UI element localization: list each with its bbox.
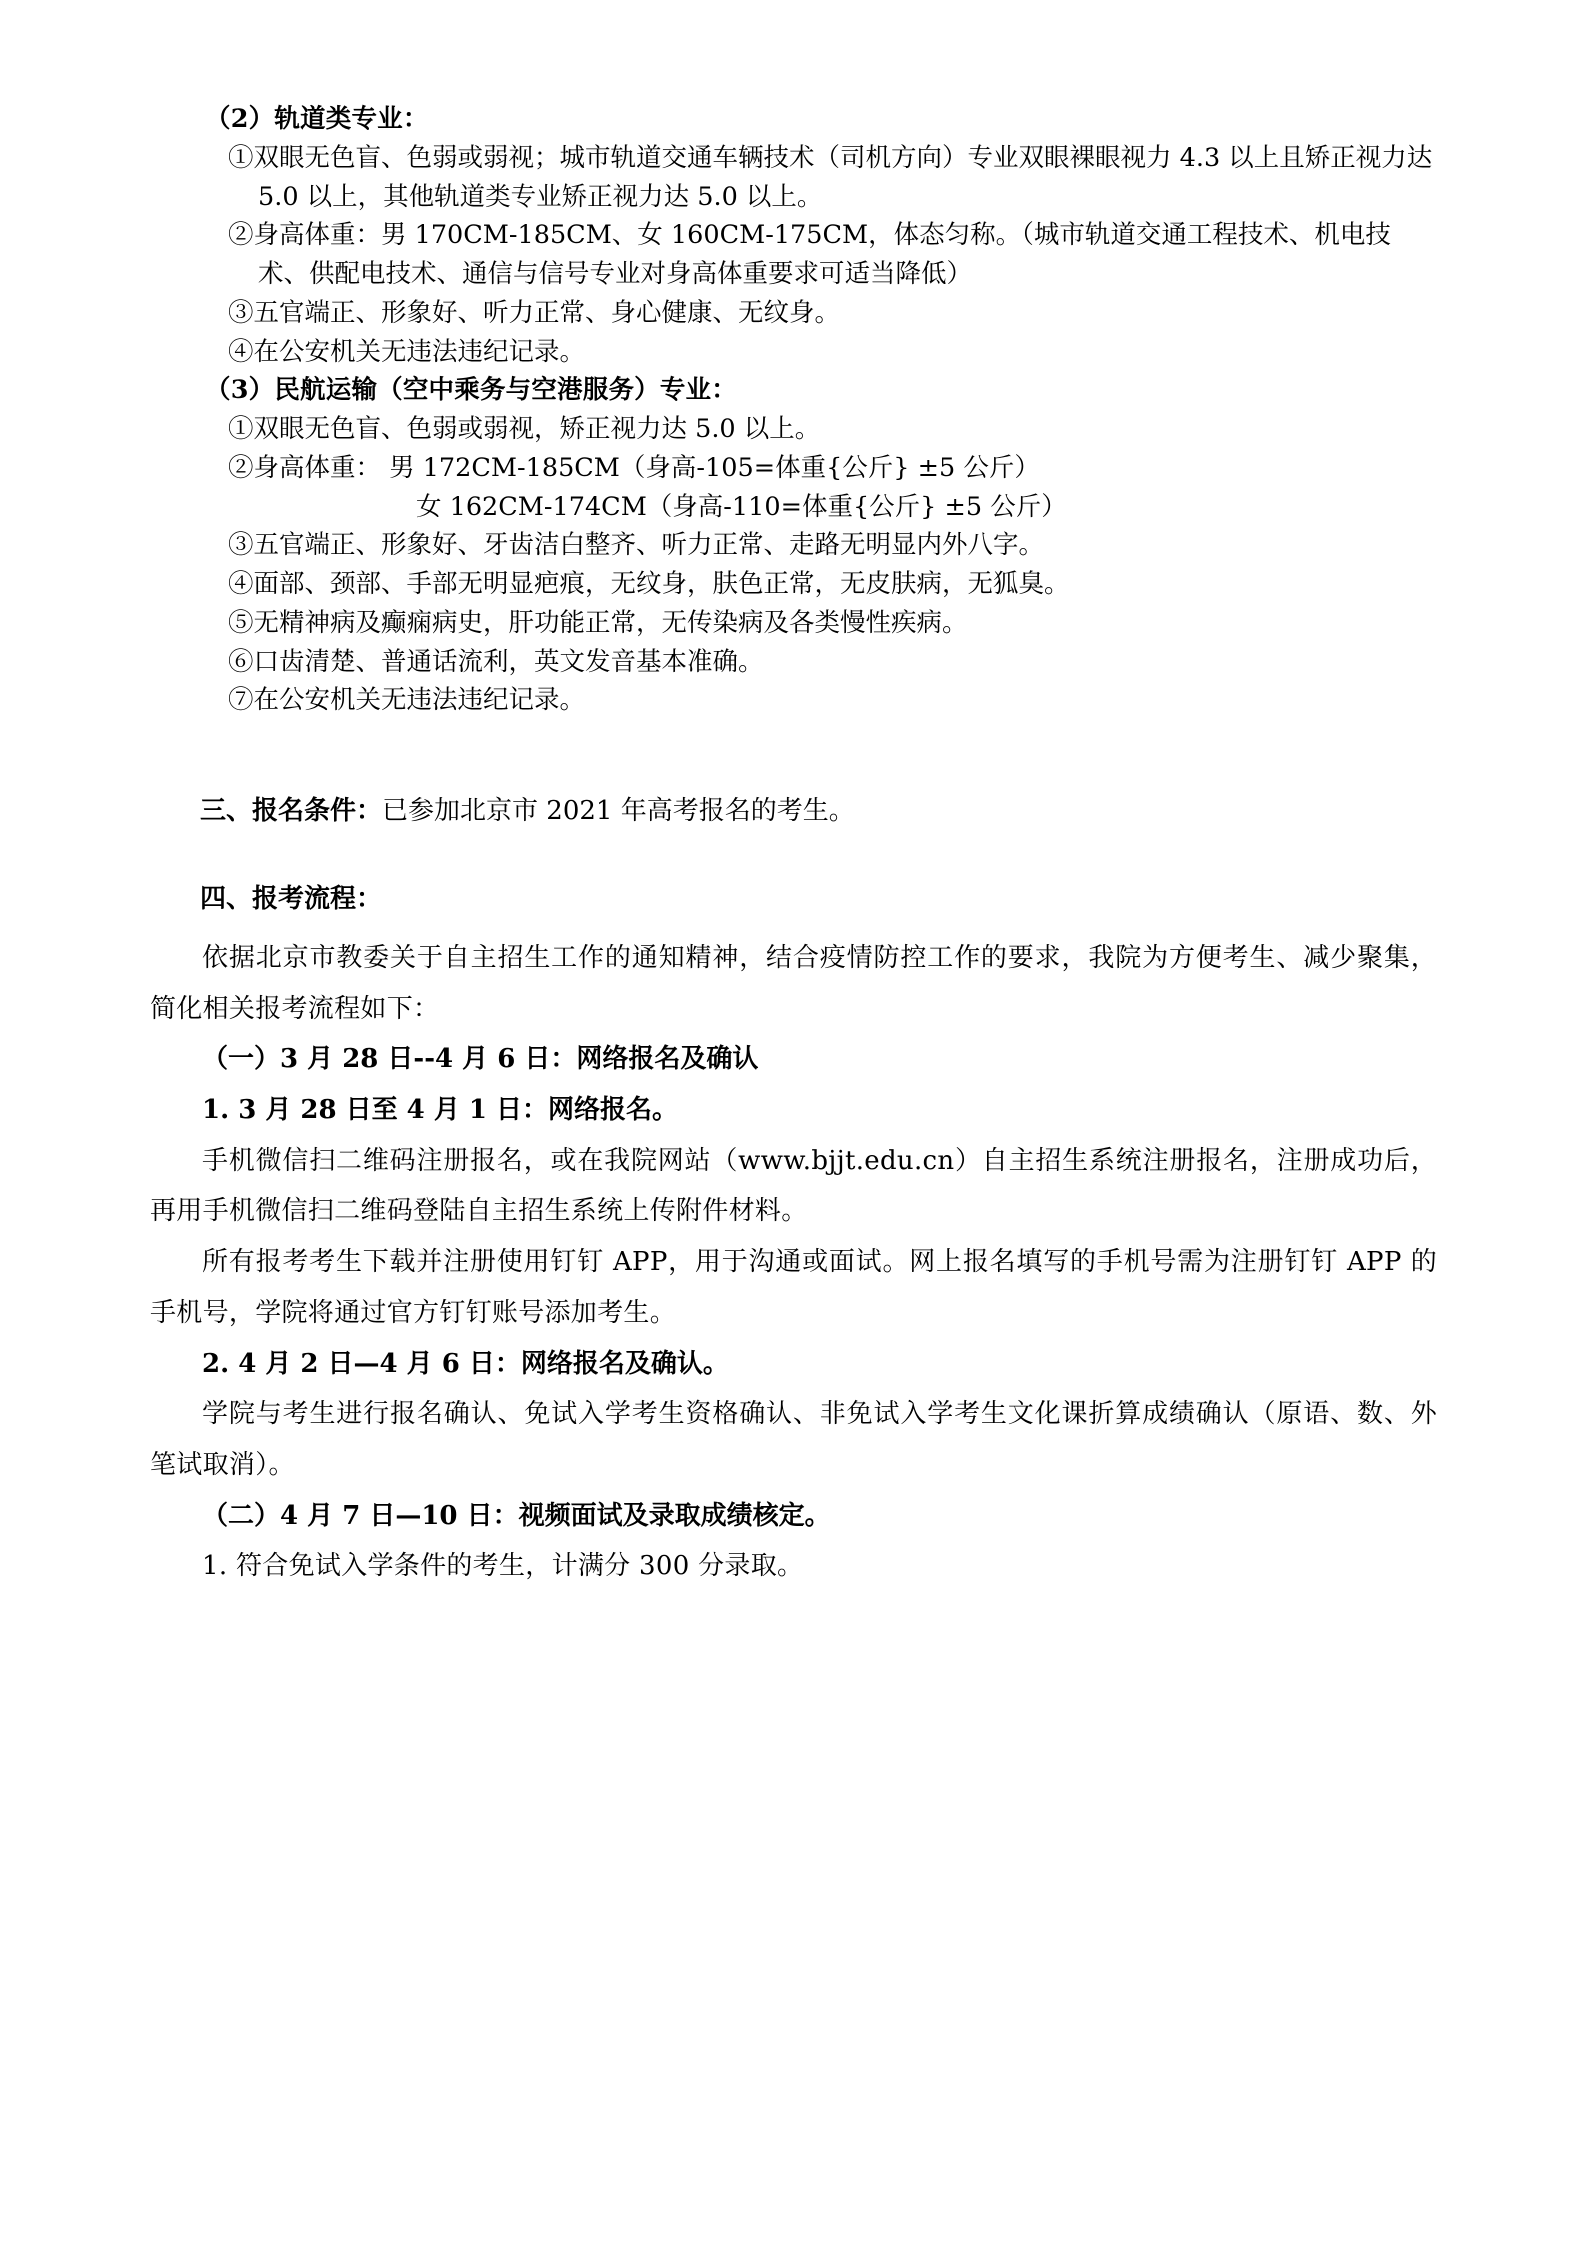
rail-item-2 bbox=[228, 216, 1437, 294]
aviation-item-6 bbox=[228, 643, 1437, 682]
step-one-body-2: 所有报考考生下载并注册使用钉钉 APP，用于沟通或面试。网上报名填写的手机号需为注册钉钉 APP 的手机号，学院将通过官方钉钉账号添加考生。 bbox=[150, 1247, 1437, 1328]
rail-item-1 bbox=[228, 139, 1437, 217]
aviation-item-1-text: ①双眼无色盲、色弱或弱视，矫正视力达 5.0 以上。 bbox=[228, 414, 821, 444]
section-three-label: 三、报名条件： bbox=[200, 796, 383, 826]
aviation-item-7-text: ⑦在公安机关无违法违纪记录。 bbox=[228, 685, 586, 716]
aviation-item-2-cont bbox=[228, 488, 1437, 527]
step-two-sub-heading: 2. 4 月 2 日—4 月 6 日：网络报名及确认。 bbox=[202, 1348, 729, 1379]
section-four-label: 四、报考流程： bbox=[200, 883, 383, 914]
aviation-item-2 bbox=[228, 449, 1437, 488]
aviation-item-7 bbox=[228, 681, 1437, 720]
aviation-major-heading: （3）民航运输（空中乘务与空港服务）专业： bbox=[205, 375, 737, 406]
step-one-body-1: 手机微信扫二维码注册报名，或在我院网站（www.bjjt.edu.cn）自主招生系统注册报名，注册成功后，再用手机微信扫二维码登陆自主招生系统上传附件材料。 bbox=[150, 1145, 1437, 1227]
aviation-item-1 bbox=[228, 410, 1437, 449]
rail-item-2-text: ②身高体重：男 170CM-185CM、女 160CM-175CM，体态匀称。（城市轨道交通工程技术、机电技术、供配电技术、通信与信号专业对身高体重要求可适当降低） bbox=[228, 220, 1391, 289]
aviation-item-3-text: ③五官端正、形象好、牙齿洁白整齐、听力正常、走路无明显内外八字。 bbox=[228, 530, 1045, 561]
section-three bbox=[150, 792, 1437, 832]
aviation-item-4 bbox=[228, 565, 1437, 604]
rail-item-3-text: ③五官端正、形象好、听力正常、身心健康、无纹身。 bbox=[228, 297, 841, 328]
document-body bbox=[150, 100, 1437, 1592]
aviation-item-2-cont-text: 女 162CM-174CM（身高-110=体重{公斤} ±5 公斤） bbox=[416, 491, 1067, 522]
rail-item-4-text: ④在公安机关无违法违纪记录。 bbox=[228, 336, 586, 367]
aviation-item-2-text: ②身高体重： 男 172CM-185CM（身高-105=体重{公斤} ±5 公斤） bbox=[228, 452, 1040, 483]
aviation-item-6-text: ⑥口齿清楚、普通话流利，英文发音基本准确。 bbox=[228, 646, 764, 677]
step-one-sub-heading: 1. 3 月 28 日至 4 月 1 日：网络报名。 bbox=[202, 1095, 679, 1126]
aviation-item-4-text: ④面部、颈部、手部无明显疤痕，无纹身，肤色正常，无皮肤病，无狐臭。 bbox=[228, 569, 1070, 599]
section-three-text: 已参加北京市 2021 年高考报名的考生。 bbox=[382, 796, 855, 826]
rail-item-1-text: ①双眼无色盲、色弱或弱视；城市轨道交通车辆技术（司机方向）专业双眼裸眼视力 4.3 以上且矫正视力达 5.0 以上，其他轨道类专业矫正视力达 5.0 以上。 bbox=[228, 142, 1433, 212]
rail-major-heading: （2）轨道类专业： bbox=[205, 104, 429, 134]
rail-item-4 bbox=[228, 333, 1437, 372]
step-one-heading: （一）3 月 28 日--4 月 6 日：网络报名及确认 bbox=[202, 1044, 759, 1075]
step-three-body-1: 1. 符合免试入学条件的考生，计满分 300 分录取。 bbox=[202, 1551, 804, 1582]
aviation-item-5-text: ⑤无精神病及癫痫病史，肝功能正常，无传染病及各类慢性疾病。 bbox=[228, 607, 968, 638]
section-four bbox=[150, 880, 1437, 920]
section-four-intro: 依据北京市教委关于自主招生工作的通知精神，结合疫情防控工作的要求，我院为方便考生、减少聚集，简化相关报考流程如下： bbox=[150, 943, 1437, 1024]
step-two-body-1: 学院与考生进行报名确认、免试入学考生资格确认、非免试入学考生文化课折算成绩确认（原语、数、外笔试取消）。 bbox=[150, 1399, 1437, 1480]
rail-item-3 bbox=[228, 294, 1437, 333]
step-three-heading: （二）4 月 7 日—10 日：视频面试及录取成绩核定。 bbox=[202, 1500, 831, 1531]
aviation-item-5 bbox=[228, 604, 1437, 643]
aviation-item-3 bbox=[228, 526, 1437, 565]
